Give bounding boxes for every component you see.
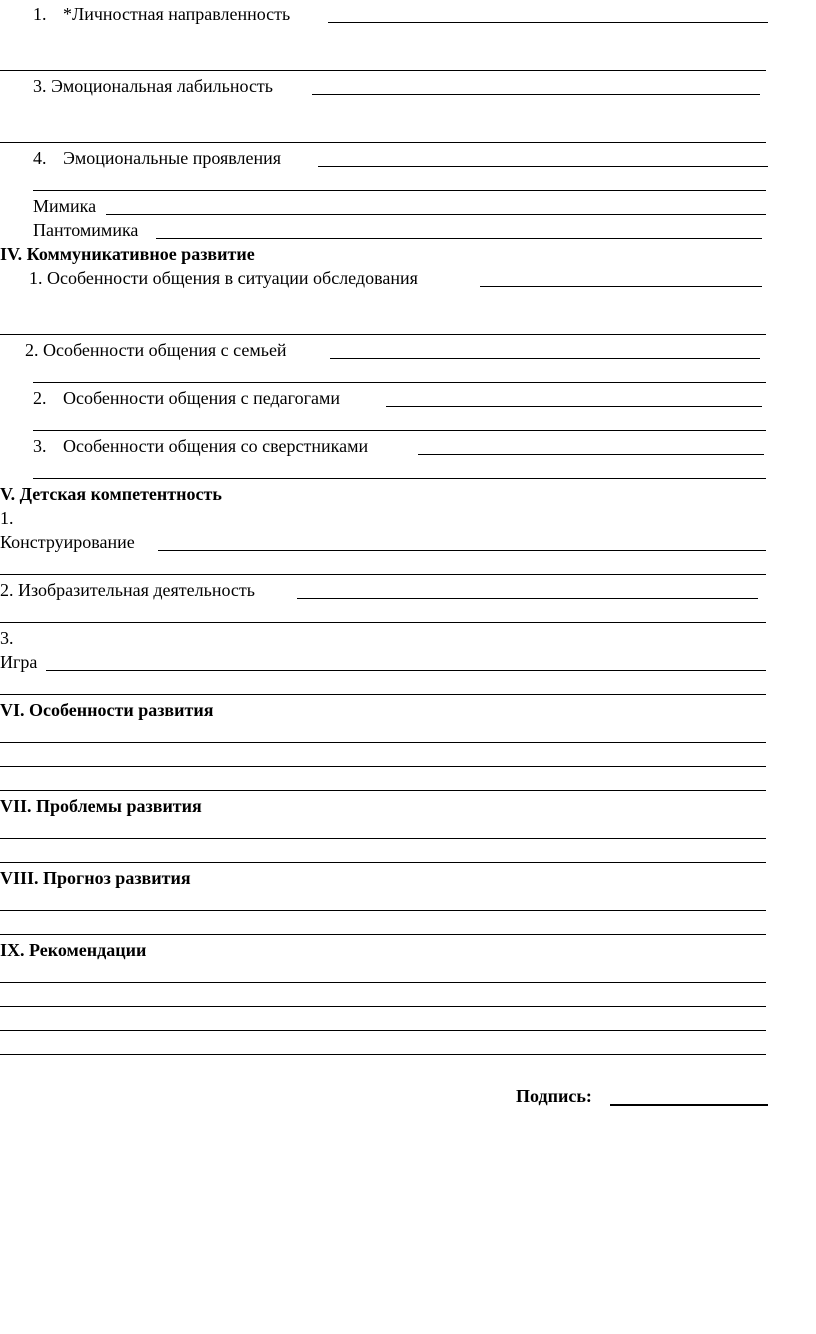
answer-line[interactable] <box>0 766 766 767</box>
emotional-lability-line[interactable] <box>312 94 760 95</box>
communication-family-label: 2. Особенности общения с семьей <box>25 340 287 360</box>
play-label: Игра <box>0 652 38 672</box>
answer-line[interactable] <box>0 862 766 863</box>
communication-teachers-label: Особенности общения с педагогами <box>63 388 341 408</box>
answer-line[interactable] <box>0 142 766 143</box>
play-line[interactable] <box>46 670 766 671</box>
answer-line[interactable] <box>0 334 766 335</box>
item-number: 2. <box>33 388 47 408</box>
item-number: 4. <box>33 148 47 168</box>
pantomimika-label: Пантомимика <box>33 220 139 240</box>
answer-line[interactable] <box>0 934 766 935</box>
communication-exam-line[interactable] <box>480 286 762 287</box>
communication-peers-label: Особенности общения со сверстниками <box>63 436 369 456</box>
answer-line[interactable] <box>0 838 766 839</box>
item-number: 3. <box>0 628 14 648</box>
personal-orientation-label: *Личностная направленность <box>63 4 291 24</box>
section-heading-prognosis: VIII. Прогноз развития <box>0 868 191 888</box>
mimika-line[interactable] <box>106 214 766 215</box>
emotional-manifestations-label: Эмоциональные проявления <box>63 148 282 168</box>
answer-line[interactable] <box>33 430 766 431</box>
item-number: 1. <box>33 4 47 24</box>
answer-line[interactable] <box>0 1006 766 1007</box>
visual-activity-label: 2. Изобразительная деятельность <box>0 580 255 600</box>
communication-family-line[interactable] <box>330 358 760 359</box>
answer-line[interactable] <box>0 1030 766 1031</box>
answer-line[interactable] <box>0 742 766 743</box>
answer-line[interactable] <box>0 694 766 695</box>
emotional-lability-label: 3. Эмоциональная лабильность <box>33 76 274 96</box>
communication-teachers-line[interactable] <box>386 406 762 407</box>
item-number: 1. <box>0 508 14 528</box>
communication-peers-line[interactable] <box>418 454 764 455</box>
signature-line[interactable] <box>610 1104 768 1106</box>
answer-line[interactable] <box>0 1054 766 1055</box>
pantomimika-line[interactable] <box>156 238 762 239</box>
answer-line[interactable] <box>0 574 766 575</box>
answer-line[interactable] <box>0 982 766 983</box>
mimika-label: Мимика <box>33 196 97 216</box>
construction-label: Конструирование <box>0 532 135 552</box>
section-heading-problems: VII. Проблемы развития <box>0 796 202 816</box>
construction-line[interactable] <box>158 550 766 551</box>
answer-line[interactable] <box>33 478 766 479</box>
answer-line[interactable] <box>0 910 766 911</box>
section-heading-recommendations: IX. Рекомендации <box>0 940 147 960</box>
answer-line[interactable] <box>0 622 766 623</box>
item-number: 3. <box>33 436 47 456</box>
personal-orientation-line[interactable] <box>328 22 768 23</box>
communication-exam-label: 1. Особенности общения в ситуации обследования <box>29 268 418 288</box>
section-heading-communicative: IV. Коммуникативное развитие <box>0 244 255 264</box>
emotional-manifestations-line[interactable] <box>318 166 768 167</box>
answer-line[interactable] <box>33 190 766 191</box>
answer-line[interactable] <box>33 382 766 383</box>
section-heading-competence: V. Детская компетентность <box>0 484 222 504</box>
visual-activity-line[interactable] <box>297 598 758 599</box>
section-heading-features: VI. Особенности развития <box>0 700 214 720</box>
answer-line[interactable] <box>0 790 766 791</box>
signature-label: Подпись: <box>516 1086 592 1106</box>
answer-line[interactable] <box>0 70 766 71</box>
